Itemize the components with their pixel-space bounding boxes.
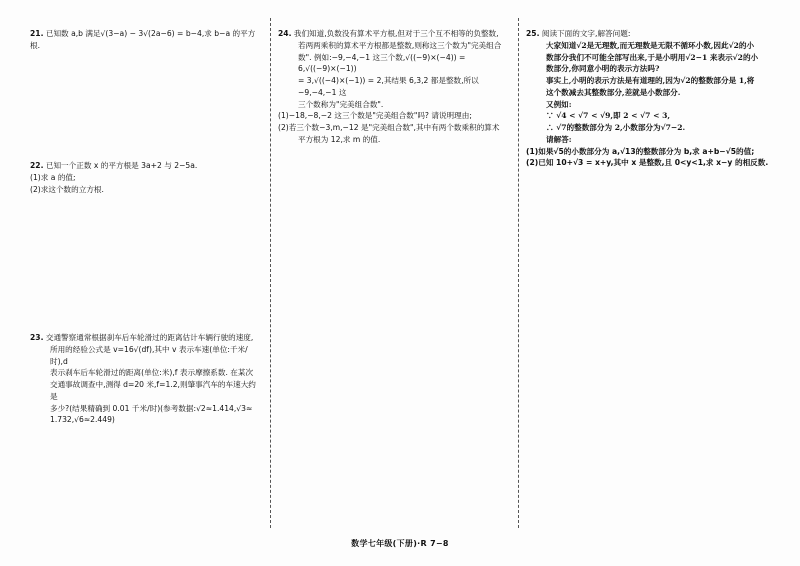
question-23 bbox=[30, 332, 262, 426]
reading-line: 又例如: bbox=[546, 99, 572, 109]
question-part: 平方根为 12,求 m 的值. bbox=[298, 134, 381, 144]
question-part: (1)如果√5的小数部分为 a,√13的整数部分为 b,求 a+b−√5的值; bbox=[526, 146, 755, 156]
question-line: 我们知道,负数没有算术平方根,但对于三个互不相等的负整数, bbox=[293, 29, 499, 38]
question-part: (1)求 a 的值; bbox=[30, 172, 76, 182]
column-divider-right bbox=[518, 18, 519, 528]
question-line: 多少?(结果精确到 0.01 千米/时)(参考数据:√2≈1.414,√3≈ bbox=[50, 403, 253, 413]
reading-line: ∵ √4 < √7 < √9,即 2 < √7 < 3, bbox=[546, 111, 671, 121]
question-text: 已知数 a,b 满足√(3−a) − 3√(2a−6) = b−4,求 b−a 的平方根. bbox=[30, 29, 256, 50]
reading-line: ∴ √7的整数部分为 2,小数部分为√7−2. bbox=[546, 123, 686, 133]
question-part: (2)若三个数−3,m,−12 是"完美组合数",其中有两个数乘积的算术 bbox=[278, 123, 500, 133]
question-number: 25. bbox=[526, 29, 540, 38]
question-number: 21. bbox=[30, 29, 44, 38]
question-24 bbox=[278, 28, 514, 146]
page-footer: 数学七年级(下册)·R 7−8 bbox=[351, 539, 449, 548]
question-number: 24. bbox=[278, 29, 292, 38]
question-21 bbox=[30, 28, 262, 52]
question-part: (2)求这个数的立方根. bbox=[30, 184, 104, 194]
question-25 bbox=[526, 28, 788, 169]
question-text: 已知一个正数 x 的平方根是 3a+2 与 2−5a. bbox=[45, 161, 198, 170]
question-number: 22. bbox=[30, 161, 44, 170]
question-line: 所用的经验公式是 v=16√(df),其中 v 表示车速(单位:千米/时),d bbox=[50, 344, 248, 366]
question-line: 交通警察通常根据刹车后车轮滑过的距离估计车辆行驶的速度, bbox=[45, 333, 254, 342]
reading-line: 这个数减去其整数部分,差就是小数部分. bbox=[546, 87, 681, 97]
column-divider-left bbox=[270, 18, 271, 528]
question-number: 23. bbox=[30, 333, 44, 342]
reading-line: 事实上,小明的表示方法是有道理的,因为√2的整数部分是 1,将 bbox=[546, 76, 755, 86]
reading-line: 请解答: bbox=[546, 134, 572, 144]
question-line: = 3,√((−4)×(−1)) = 2,其结果 6,3,2 都是整数,所以−9,−4,−1 这 bbox=[298, 76, 479, 97]
question-line: 若两两乘积的算术平方根都是整数,则称这三个数为"完美组合 bbox=[298, 40, 502, 50]
question-line: 数". 例如:−9,−4,−1 这三个数,√((−9)×(−4)) = 6,√((−9)×(−1)) bbox=[298, 52, 466, 74]
reading-line: 数部分我们不可能全部写出来,于是小明用√2−1 来表示√2的小 bbox=[546, 52, 759, 62]
question-part: (1)−18,−8,−2 这三个数是"完美组合数"吗? 请说明理由; bbox=[278, 111, 472, 121]
reading-passage bbox=[526, 40, 788, 146]
question-line: 三个数称为"完美组合数". bbox=[298, 99, 384, 109]
question-part: (2)已知 10+√3 = x+y,其中 x 是整数,且 0<y<1,求 x−y 的相反数. bbox=[526, 158, 769, 168]
question-line: 交通事故调查中,测得 d=20 米,f=1.2,则肇事汽车的车速大约是 bbox=[50, 380, 256, 401]
question-intro: 阅读下面的文字,解答问题: bbox=[541, 29, 631, 38]
question-line: 1.732,√6≈2.449) bbox=[50, 415, 115, 425]
question-line: 表示刹车后车轮滑过的距离(单位:米),f 表示摩擦系数. 在某次 bbox=[50, 368, 254, 378]
reading-line: 数部分,你同意小明的表示方法吗? bbox=[546, 64, 660, 74]
reading-line: 大家知道√2是无理数,而无理数是无限不循环小数,因此√2的小 bbox=[546, 40, 755, 50]
question-22 bbox=[30, 160, 262, 195]
